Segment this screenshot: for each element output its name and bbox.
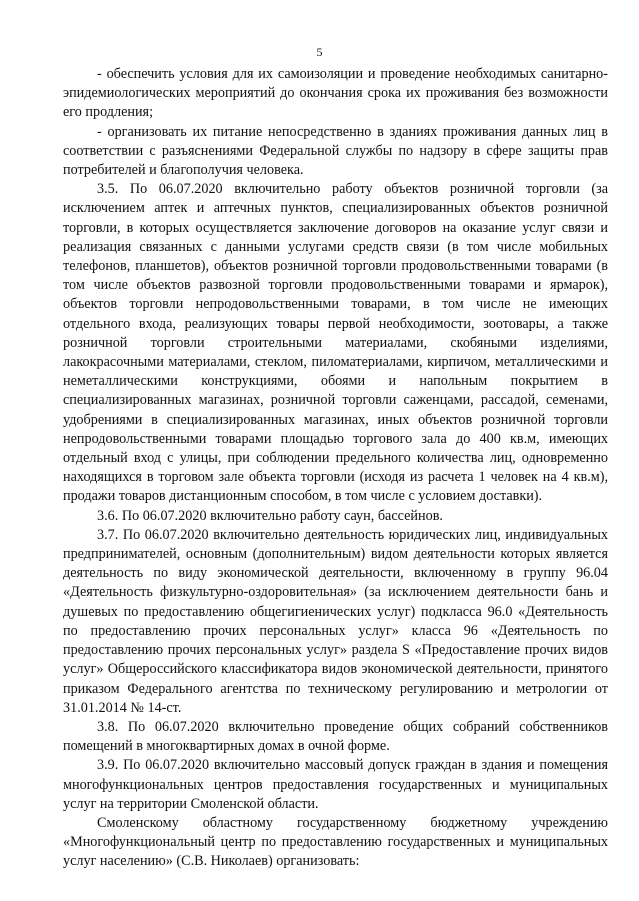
paragraph-3-9-mfc: 3.9. По 06.07.2020 включительно массовый допуск граждан в здания и помещения многофункциональных центров предоставления государственных и муниципальных услуг на территории Смоленской области.: [63, 757, 608, 812]
paragraph-meals: - организовать их питание непосредственно в зданиях проживания данных лиц в соответствии с разъяснениями Федеральной службы по надзору в сфере защиты прав потребителей и благополучия человека.: [63, 123, 608, 179]
paragraph-mfc-organize: Смоленскому областному государственному бюджетному учреждению «Многофункциональный центр по предоставлению государственных и муниципальных услуг населению» (С.В. Николаев) организовать:: [63, 814, 608, 870]
page-number: 5: [316, 45, 323, 59]
paragraph-3-7-fitness: 3.7. По 06.07.2020 включительно деятельность юридических лиц, индивидуальных предпринимателей, основным (дополнительным) видом деятельности которых является деятельность по виду экономической деятельности, включенному в группу 96.04 «Деятельность физкультурно-оздоровительная» (за исключением деятельности бань и душевых по предоставлению общегигиенических услуг) подкласса 96.0 «Деятельность по предоставлению прочих персональных услуг» класса 96 «Деятельность по предоставлению прочих персональных услуг» раздела S «Предоставление прочих видов услуг» Общероссийского классификатора видов экономической деятельности, принятого приказом Федерального агентства по техническому регулированию и метрологии от 31.01.2014 № 14-ст.: [63, 526, 608, 716]
paragraph-self-isolation: - обеспечить условия для их самоизоляции и проведение необходимых санитарно-эпидемиологических мероприятий до окончания срока их проживания без возможности его продления;: [63, 66, 608, 121]
paragraph-3-6-saunas: 3.6. По 06.07.2020 включительно работу саун, бассейнов.: [97, 507, 443, 524]
document-body: [63, 65, 608, 872]
paragraph-3-8-meetings: 3.8. По 06.07.2020 включительно проведение общих собраний собственников помещений в многоквартирных домах в очной форме.: [63, 718, 608, 755]
paragraph-3-5-retail: 3.5. По 06.07.2020 включительно работу объектов розничной торговли (за исключением аптек и аптечных пунктов, специализированных объектов розничной торговли, в которых осуществляется заключение договоров на оказание услуг связи и реализация связанных с данными услугами средств связи (в том числе мобильных телефонов, планшетов), объектов розничной торговли продовольственными товарами (в том числе объектов развозной торговли продовольственными товарами и ярмарок), объектов торговли непродовольственными товарами, в том числе не имеющих отдельного входа, реализующих товары первой необходимости, зоотовары, а также розничной торговли строительными материалами, скобяными изделиями, лакокрасочными материалами, стеклом, пиломатериалами, кирпичом, металлическими и неметаллическими конструкциями, обоями и напольным покрытием в специализированных магазинах, розничной торговли саженцами, рассадой, семенами, удобрениями в специализированных магазинах, иных объектов розничной торговли непродовольственными товарами площадью торгового зала до 400 кв.м, имеющих отдельный вход с улицы, при соблюдении предельного количества лиц, одновременно находящихся в торговом зале объекта торговли (исходя из расчета 1 человек на 4 кв.м), продажи товаров дистанционным способом, в том числе с условием доставки).: [63, 181, 608, 505]
